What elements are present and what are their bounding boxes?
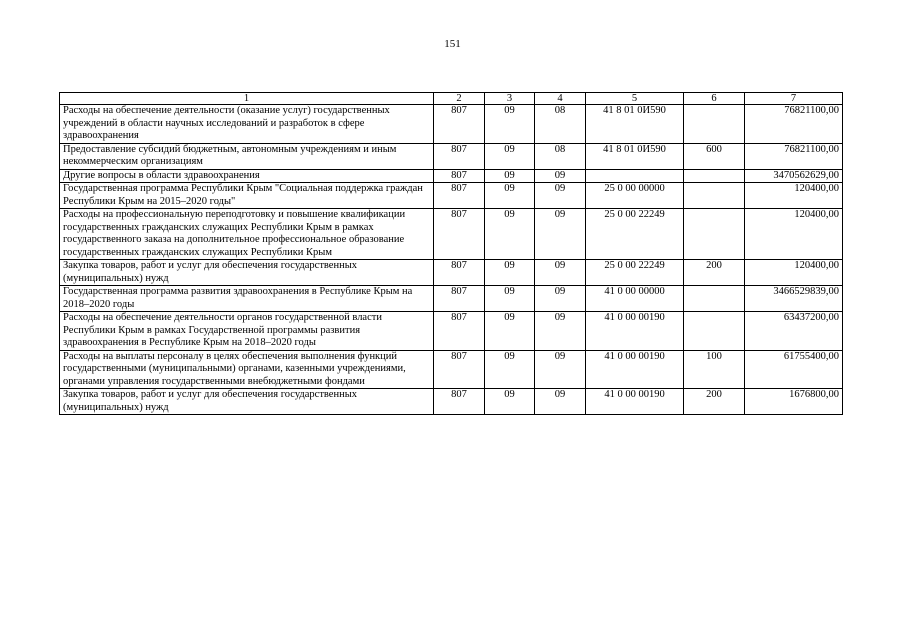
- row-subsection-code: 09: [535, 260, 586, 286]
- row-expense-type: [684, 169, 745, 183]
- row-subsection-code: 09: [535, 183, 586, 209]
- row-ministry-code: 807: [434, 312, 485, 351]
- row-section-code: 09: [485, 260, 535, 286]
- row-amount: 76821100,00: [745, 143, 843, 169]
- row-section-code: 09: [485, 169, 535, 183]
- table-row: [60, 183, 843, 209]
- row-target-article: 41 0 00 00190: [586, 350, 684, 389]
- row-subsection-code: 09: [535, 312, 586, 351]
- row-target-article: 41 8 01 0И590: [586, 143, 684, 169]
- row-name: Закупка товаров, работ и услуг для обеспечения государственных (муниципальных) нужд: [60, 389, 434, 415]
- row-name: Государственная программа Республики Крым "Социальная поддержка граждан Республики Крым на 2015–2020 годы": [60, 183, 434, 209]
- header-col-1: 1: [60, 93, 434, 105]
- row-expense-type: 600: [684, 143, 745, 169]
- row-section-code: 09: [485, 312, 535, 351]
- header-col-6: 6: [684, 93, 745, 105]
- table-row: [60, 209, 843, 260]
- row-target-article: 41 0 00 00190: [586, 389, 684, 415]
- header-col-4: 4: [535, 93, 586, 105]
- row-amount: 63437200,00: [745, 312, 843, 351]
- row-expense-type: [684, 209, 745, 260]
- row-expense-type: [684, 105, 745, 144]
- row-section-code: 09: [485, 183, 535, 209]
- row-subsection-code: 08: [535, 143, 586, 169]
- row-name: Предоставление субсидий бюджетным, автономным учреждениям и иным некоммерческим организациям: [60, 143, 434, 169]
- row-target-article: [586, 169, 684, 183]
- row-ministry-code: 807: [434, 105, 485, 144]
- header-col-2: 2: [434, 93, 485, 105]
- row-subsection-code: 09: [535, 169, 586, 183]
- header-col-7: 7: [745, 93, 843, 105]
- row-target-article: 25 0 00 22249: [586, 209, 684, 260]
- table-row: [60, 286, 843, 312]
- row-target-article: 25 0 00 00000: [586, 183, 684, 209]
- row-subsection-code: 09: [535, 350, 586, 389]
- row-subsection-code: 08: [535, 105, 586, 144]
- row-ministry-code: 807: [434, 209, 485, 260]
- row-amount: 61755400,00: [745, 350, 843, 389]
- table-row: [60, 260, 843, 286]
- row-name: Государственная программа развития здравоохранения в Республике Крым на 2018–2020 годы: [60, 286, 434, 312]
- row-expense-type: 200: [684, 260, 745, 286]
- row-ministry-code: 807: [434, 183, 485, 209]
- row-section-code: 09: [485, 209, 535, 260]
- table-row: [60, 143, 843, 169]
- table-row: [60, 389, 843, 415]
- table-row: [60, 105, 843, 144]
- row-section-code: 09: [485, 389, 535, 415]
- row-subsection-code: 09: [535, 389, 586, 415]
- row-section-code: 09: [485, 286, 535, 312]
- row-name: Закупка товаров, работ и услуг для обеспечения государственных (муниципальных) нужд: [60, 260, 434, 286]
- row-ministry-code: 807: [434, 169, 485, 183]
- budget-table: [59, 92, 843, 415]
- row-ministry-code: 807: [434, 260, 485, 286]
- row-ministry-code: 807: [434, 143, 485, 169]
- row-amount: 3470562629,00: [745, 169, 843, 183]
- row-name: Расходы на выплаты персоналу в целях обеспечения выполнения функций государственными (муниципальными) органами, казенными учреждениями, органами управления государственными внебюджетными фондами: [60, 350, 434, 389]
- row-amount: 120400,00: [745, 260, 843, 286]
- row-target-article: 41 8 01 0И590: [586, 105, 684, 144]
- row-ministry-code: 807: [434, 286, 485, 312]
- row-ministry-code: 807: [434, 389, 485, 415]
- row-name: Расходы на профессиональную переподготовку и повышение квалификации государственных гражданских служащих Республики Крым в рамках государственного заказа на дополнительное профессиональное образование государственных гражданских служащих Республики Крым: [60, 209, 434, 260]
- page-number: 151: [444, 38, 461, 50]
- table-row: [60, 312, 843, 351]
- row-subsection-code: 09: [535, 286, 586, 312]
- row-name: Расходы на обеспечение деятельности органов государственной власти Республики Крым в рамках Государственной программы развития здравоохранения в Республике Крым на 2018–2020 годы: [60, 312, 434, 351]
- row-amount: 3466529839,00: [745, 286, 843, 312]
- row-amount: 1676800,00: [745, 389, 843, 415]
- row-section-code: 09: [485, 105, 535, 144]
- row-name: Другие вопросы в области здравоохранения: [60, 169, 434, 183]
- row-target-article: 25 0 00 22249: [586, 260, 684, 286]
- table-row: [60, 350, 843, 389]
- row-section-code: 09: [485, 143, 535, 169]
- row-target-article: 41 0 00 00190: [586, 312, 684, 351]
- row-expense-type: 200: [684, 389, 745, 415]
- table-row: [60, 169, 843, 183]
- row-expense-type: [684, 286, 745, 312]
- row-amount: 120400,00: [745, 183, 843, 209]
- row-subsection-code: 09: [535, 209, 586, 260]
- row-name: Расходы на обеспечение деятельности (оказание услуг) государственных учреждений в области научных исследований и разработок в сфере здравоохранения: [60, 105, 434, 144]
- header-row: [60, 93, 843, 105]
- row-target-article: 41 0 00 00000: [586, 286, 684, 312]
- row-ministry-code: 807: [434, 350, 485, 389]
- header-col-5: 5: [586, 93, 684, 105]
- row-amount: 76821100,00: [745, 105, 843, 144]
- header-col-3: 3: [485, 93, 535, 105]
- row-expense-type: [684, 183, 745, 209]
- row-section-code: 09: [485, 350, 535, 389]
- row-expense-type: [684, 312, 745, 351]
- row-expense-type: 100: [684, 350, 745, 389]
- row-amount: 120400,00: [745, 209, 843, 260]
